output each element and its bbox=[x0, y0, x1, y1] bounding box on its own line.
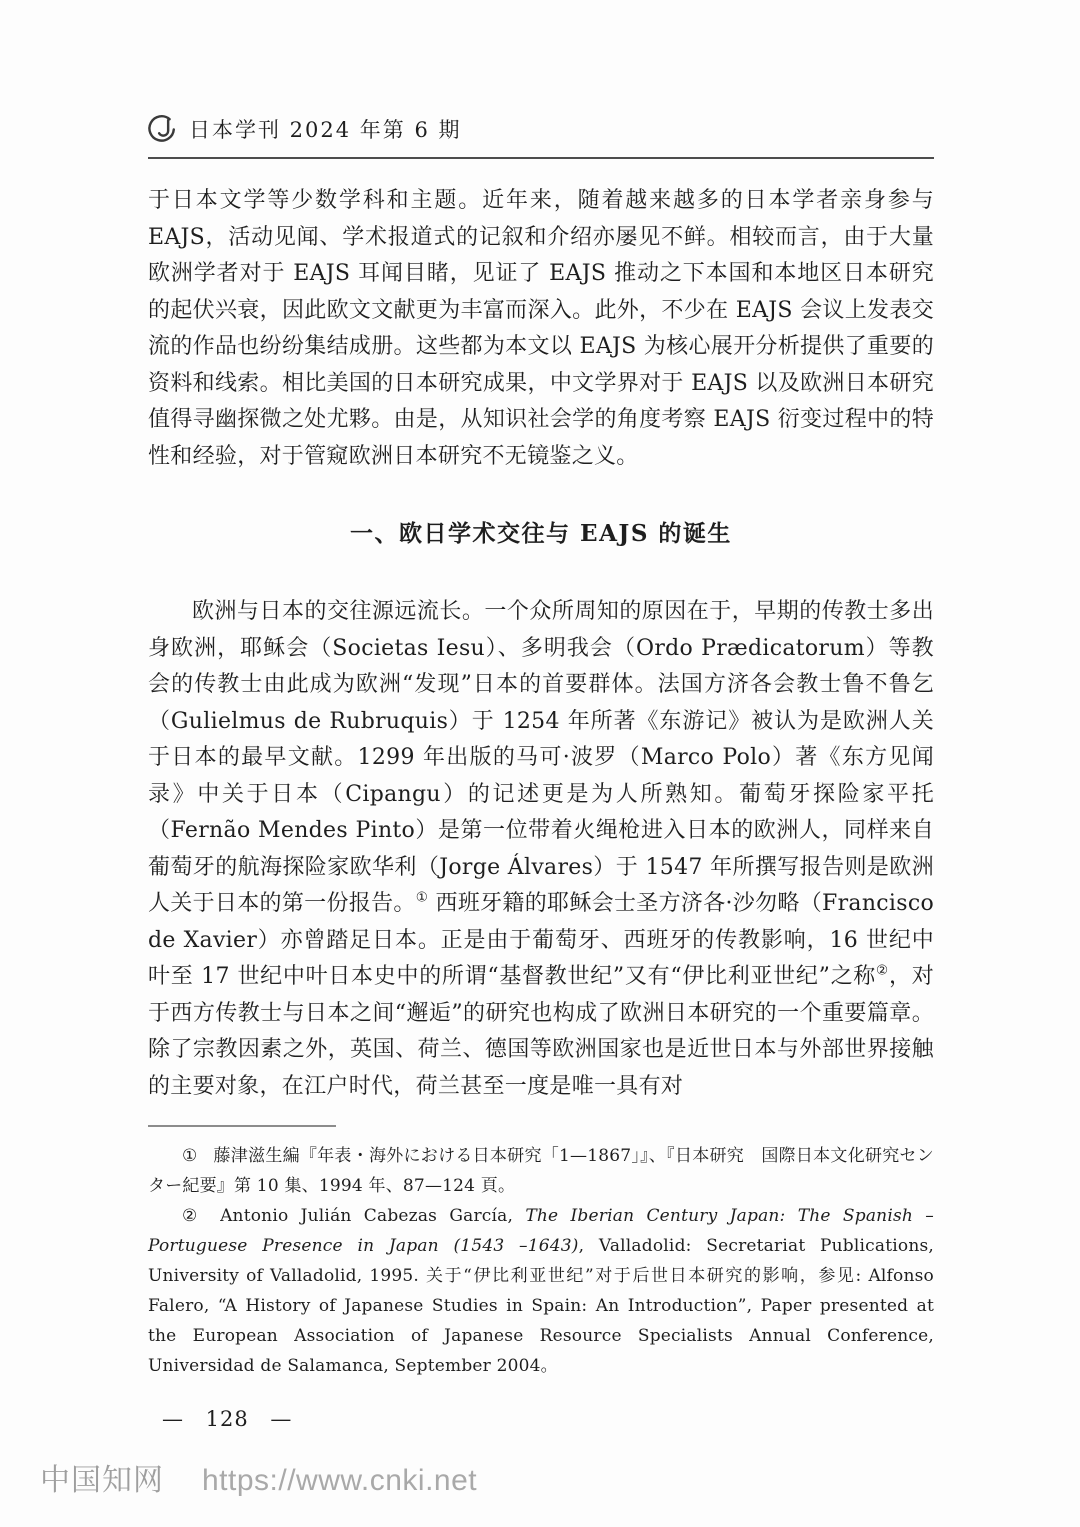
footnote-1-text: 藤津滋生編『年表・海外における日本研究「1—1867」』、『日本研究 国際日本文化研究センター紀要』第 10 集、1994 年、87—124 頁。 bbox=[148, 1146, 934, 1196]
cnki-site-name: 中国知网 bbox=[40, 1464, 164, 1497]
footnotes-section bbox=[148, 1141, 934, 1381]
footnote-1-marker: ① bbox=[182, 1146, 198, 1166]
footnote-2-italic-title: The Iberian Century Japan: The Spanish – Portuguese Presence in Japan (1543 –1643) bbox=[148, 1206, 934, 1256]
header-rule bbox=[148, 157, 934, 159]
footnote-2-text: , Valladolid: Secretariat Publications, University of Valladolid, 1995. 关于“伊比利亚世纪”对于后世日本研究的影响，参见: Alfonso Falero, “A History of Japanese Studies in Spain: An Introduction”, Paper presented at the European Association of Japanese Resource Specialists Annual Conference, Universidad de Salamanca, September 2004。 bbox=[148, 1236, 934, 1376]
footnote-2 bbox=[148, 1201, 934, 1381]
page-number: — 128 — bbox=[162, 1407, 293, 1431]
paragraph-2 bbox=[148, 594, 934, 1105]
page-body bbox=[148, 183, 934, 1105]
paragraph-2-text: 欧洲与日本的交往源远流长。一个众所周知的原因在于，早期的传教士多出身欧洲，耶稣会（Societas Iesu）、多明我会（Ordo Prædicatorum）等教会的传教士由此成为欧洲“发现”日本的首要群体。法国方济各会教士鲁不鲁乞（Gulielmus de Rubruquis）于 1254 年所著《东游记》被认为是欧洲人关于日本的最早文献。1299 年出版的马可·波罗（Marco Polo）著《东方见闻录》中关于日本（Cipangu）的记述更是为人所熟知。葡萄牙探险家平托（Fernão Mendes Pinto）是第一位带着火绳枪进入日本的欧洲人，同样来自葡萄牙的航海探险家欧华利（Jorge Álvares）于 1547 年所撰写报告则是欧洲人关于日本的第一份报告。 bbox=[148, 599, 934, 916]
footnote-2-text: Antonio Julián Cabezas García, bbox=[220, 1206, 526, 1226]
footnote-ref-1: ① bbox=[415, 889, 429, 906]
section-heading: 一、欧日学术交往与 EAJS 的诞生 bbox=[350, 520, 732, 547]
footnote-2-marker: ② bbox=[182, 1206, 205, 1226]
cnki-watermark bbox=[40, 1455, 477, 1499]
footnote-separator bbox=[148, 1125, 336, 1127]
journal-header bbox=[148, 112, 934, 146]
paragraph-2-text: ，对于西方传教士与日本之间“邂逅”的研究也构成了欧洲日本研究的一个重要篇章。除了宗教因素之外，英国、荷兰、德国等欧洲国家也是近世日本与外部世界接触的主要对象，在江户时代，荷兰甚至一度是唯一具有对 bbox=[148, 964, 934, 1099]
journal-logo-icon bbox=[148, 114, 178, 144]
paragraph-2-text: 西班牙籍的耶稣会士圣方济各·沙勿略（Francisco de Xavier）亦曾踏足日本。正是由于葡萄牙、西班牙的传教影响，16 世纪中叶至 17 世纪中叶日本史中的所谓“基督教世纪”又有“伊比利亚世纪”之称 bbox=[148, 891, 935, 989]
footnote-ref-2: ② bbox=[876, 962, 889, 979]
paragraph-continuation: 于日本文学等少数学科和主题。近年来，随着越来越多的日本学者亲身参与 EAJS，活动见闻、学术报道式的记叙和介绍亦屡见不鲜。相较而言，由于大量欧洲学者对于 EAJS 耳闻目睹，见证了 EAJS 推动之下本国和本地区日本研究的起伏兴衰，因此欧文文献更为丰富而深入。此外，不少在 EAJS 会议上发表交流的作品也纷纷集结成册。这些都为本文以 EAJS 为核心展开分析提供了重要的资料和线索。相比美国的日本研究成果，中文学界对于 EAJS 以及欧洲日本研究值得寻幽探微之处尤夥。由是，从知识社会学的角度考察 EAJS 衍变过程中的特性和经验，对于管窥欧洲日本研究不无镜鉴之义。 bbox=[148, 188, 934, 469]
cnki-url: https://www.cnki.net bbox=[202, 1464, 478, 1497]
journal-title: 日本学刊 2024 年第 6 期 bbox=[189, 118, 462, 142]
footnote-1 bbox=[148, 1141, 934, 1201]
